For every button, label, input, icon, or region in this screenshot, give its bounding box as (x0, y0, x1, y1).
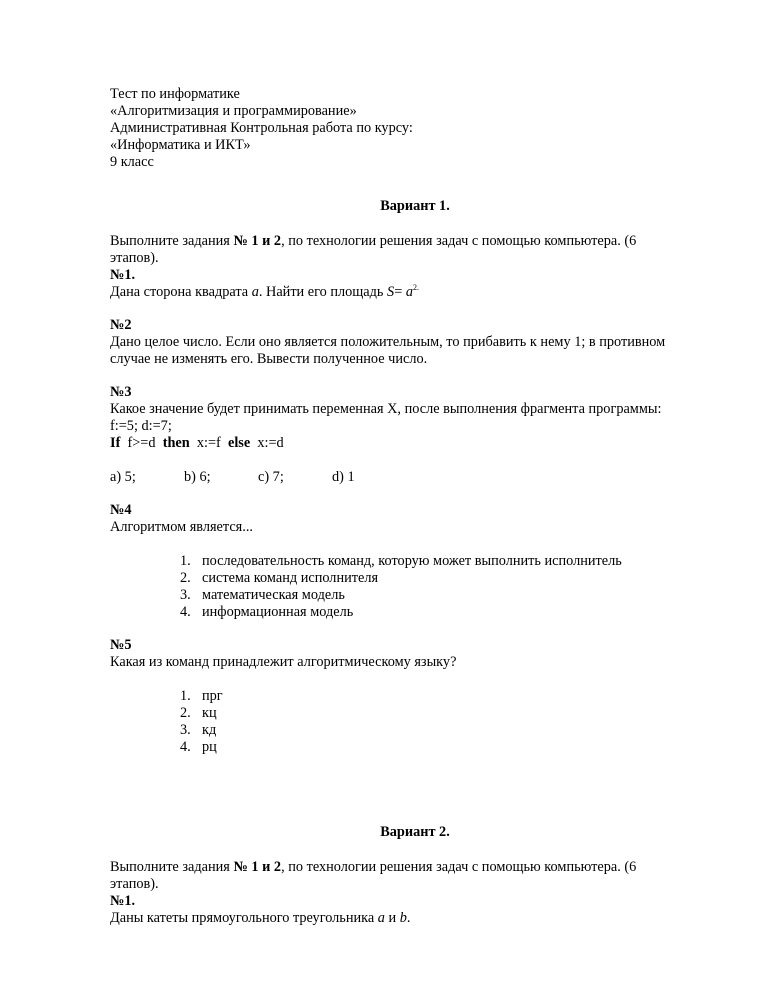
var-a: a (405, 284, 413, 300)
list-number: 1. (180, 553, 191, 569)
keyword-else: else (227, 435, 251, 451)
list-number: 4. (180, 604, 191, 620)
document-page (110, 86, 720, 927)
list-text: рц (202, 739, 217, 755)
header-line: «Алгоритмизация и программирование» (110, 103, 357, 119)
header-line: «Информатика и ИКТ» (110, 137, 251, 153)
list-item (110, 553, 720, 570)
instruction-text: , по технологии решения задач с помощью компьютера. (6 (281, 233, 637, 249)
task-text: = (394, 284, 406, 300)
task-4-question: Алгоритмом является... (110, 519, 253, 535)
list-text: кц (202, 705, 217, 721)
variant-2-instruction-cont: этапов). (110, 876, 159, 892)
code-assign: x:=d (257, 435, 284, 451)
var-a: a (251, 284, 259, 300)
task-4-label: №4 (110, 502, 132, 518)
list-item (110, 604, 720, 621)
list-number: 3. (180, 587, 191, 603)
task-5-label: №5 (110, 637, 132, 653)
list-number: 2. (180, 570, 191, 586)
task-3-answers (110, 469, 720, 486)
list-item (110, 587, 720, 604)
document-header (110, 86, 720, 171)
task-text: Даны катеты прямоугольного треугольника (110, 910, 378, 926)
task-2-text: Дано целое число. Если оно является положительным, то прибавить к нему 1; в противном (110, 334, 666, 350)
variant-1-instruction-cont: этапов). (110, 250, 159, 266)
header-line: Административная Контрольная работа по курсу: (110, 120, 413, 136)
list-text: система команд исполнителя (202, 570, 379, 586)
instruction-bold: № 1 и 2 (233, 859, 282, 875)
variant-1-instruction (110, 233, 720, 250)
list-item (110, 739, 720, 756)
task-3-label: №3 (110, 384, 132, 400)
v2-task-1-label: №1. (110, 893, 136, 909)
list-number: 4. (180, 739, 191, 755)
task-3-question: Какое значение будет принимать переменная X, после выполнения фрагмента программы: (110, 401, 662, 417)
list-text: последовательность команд, которую может выполнить исполнитель (202, 553, 622, 569)
task-1-text (110, 284, 720, 301)
answer-option: d) 1 (332, 469, 355, 485)
code-assign: x:=f (196, 435, 221, 451)
list-text: кд (202, 722, 217, 738)
header-line: Тест по информатике (110, 86, 240, 102)
exponent: 2. (412, 283, 419, 293)
task-2-label: №2 (110, 317, 132, 333)
task-5-question: Какая из команд принадлежит алгоритмическому языку? (110, 654, 457, 670)
instruction-text: Выполните задания (110, 859, 234, 875)
list-text: математическая модель (202, 587, 345, 603)
list-number: 3. (180, 722, 191, 738)
variant-1-title: Вариант 1. (380, 198, 450, 214)
header-line: 9 класс (110, 154, 154, 170)
task-5-options (110, 688, 720, 756)
task-text: . Найти его площадь (258, 284, 388, 300)
keyword-if: If (110, 435, 121, 451)
var-b: b (399, 910, 407, 926)
task-text: и (384, 910, 400, 926)
answer-option: b) 6; (184, 469, 211, 485)
variant-2-instruction (110, 859, 720, 876)
list-number: 1. (180, 688, 191, 704)
instruction-text: , по технологии решения задач с помощью компьютера. (6 (281, 859, 637, 875)
list-item (110, 688, 720, 705)
var-a: a (377, 910, 385, 926)
task-2-text: случае не изменять его. Вывести полученное число. (110, 351, 428, 367)
variant-2-title: Вариант 2. (380, 824, 450, 840)
list-item (110, 722, 720, 739)
instruction-bold: № 1 и 2 (233, 233, 282, 249)
instruction-text: Выполните задания (110, 233, 234, 249)
keyword-then: then (162, 435, 190, 451)
answer-option: c) 7; (258, 469, 284, 485)
code-condition: f>=d (127, 435, 156, 451)
task-4-options (110, 553, 720, 621)
code-line: f:=5; d:=7; (110, 418, 172, 434)
v2-task-1-text (110, 910, 720, 927)
code-line (110, 435, 720, 452)
list-text: информационная модель (202, 604, 354, 620)
task-1-label: №1. (110, 267, 136, 283)
list-item (110, 570, 720, 587)
list-item (110, 705, 720, 722)
answer-option: a) 5; (110, 469, 136, 485)
list-text: прг (202, 688, 223, 704)
list-number: 2. (180, 705, 191, 721)
task-text: Дана сторона квадрата (110, 284, 252, 300)
var-s: S (387, 284, 395, 300)
task-text: . (406, 910, 411, 926)
